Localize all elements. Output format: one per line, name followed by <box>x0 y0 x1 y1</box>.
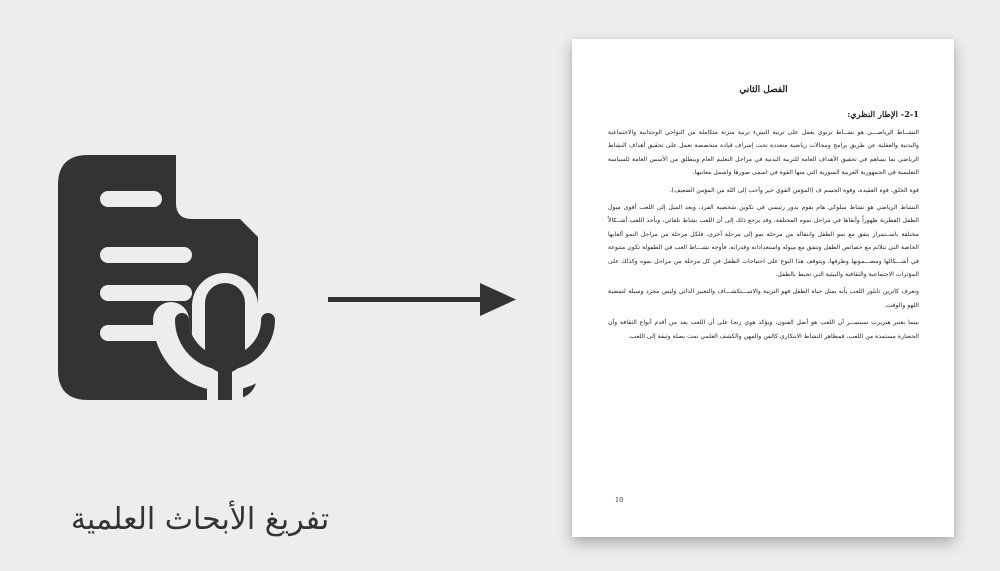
paragraph: النشــاط الرياضـــي هو نشــاط تربوي يعمل على تربية النشء تربية متزنة متكاملة من النواحي الوجدانية والاجتماعية والبدنية والعقلية عن طريق برامج ومجالات رياضية متعددة تحت إشراف قيادة متخصصة تعمل على تحقيق أهداف النشاط الرياضي بما يساهم في تحقيق الأهداف العامة للتربية البدنية في مراحل التعليم العام وينطلق من الأسس العامة للسياسة التعليمية في الجمهورية العربية السورية التي منها القوة في اسمى صورها واشمل معانيها. <box>608 129 919 177</box>
paragraph: بينما يعتبر هيربرت سبنســر أن اللعب هو أصل الفنون، ويؤكد هوي زنجا على أن اللعب يعد من أقدم أنواع الثقافة وأن الحضارة مستمدة من اللعب، فمظاهر النشاط الابتكاري كالفن والمهن والكشف العلمي نمت بصلة وثيقة إلى اللعب. <box>608 319 919 340</box>
caption-title: تفريغ الأبحاث العلمية <box>70 502 330 537</box>
paragraph: قوة الخلق، قوة العقيدة، وقوة الجسم ف (المؤمن القوي خير وأحب إلى الله من المؤمن الضعيف). <box>669 186 919 194</box>
arrow-right-icon <box>328 283 518 317</box>
paragraph: وتعرف كاترين تايلور اللعب بأنه يمثل حياة الطفل فهو التربية والاســـتكشـــاف والتعبير الذاتي وليس مجرد وسيلة لتمضية اللهو والوقت. <box>608 288 919 309</box>
document-content <box>608 75 919 347</box>
chapter-title: الفصل الثاني <box>739 85 788 95</box>
document-page <box>572 39 954 537</box>
paragraph: النشاط الرياضي هو نشاط سلوكي هام يقوم بدور رئيسي في تكوين شخصية الفرد، ويعد الميل إلى اللعب أقوى ميول الطفل الفطرية ظهوراً وأبقاها في مراحل نموه المختلفة، وقد يرجع ذلك إلى أن اللعب نشاط تلقائي، ويأخذ اللعب أشــكالاً مختلفة باســتمرار يتفق مع نمو الطفل وانتقاله من مرحلة نمو إلى مرحلة أخرى، فلكل مرحلة من مراحل النمو ألعابها الخاصة التي تتلائم مع خصائص الطفل وتتفق مع ميوله واستعداداته وقدراته. فأوجه نشـــاط العب في الطفولة تكون متنوعة في أشـــكالها ومضـــمونها وطرقها، ويتوقف هذا النوع على احتياجات الطفل في كل مرحلة من مراحل نموه وكذلك على المؤثرات الاجتماعية والثقافية والبيئية التي تحيط بالطفل. <box>608 204 919 279</box>
page-number: 10 <box>615 496 624 504</box>
document-microphone-icon <box>58 155 278 400</box>
section-title: 2-1- الإطار النظري: <box>847 109 919 119</box>
